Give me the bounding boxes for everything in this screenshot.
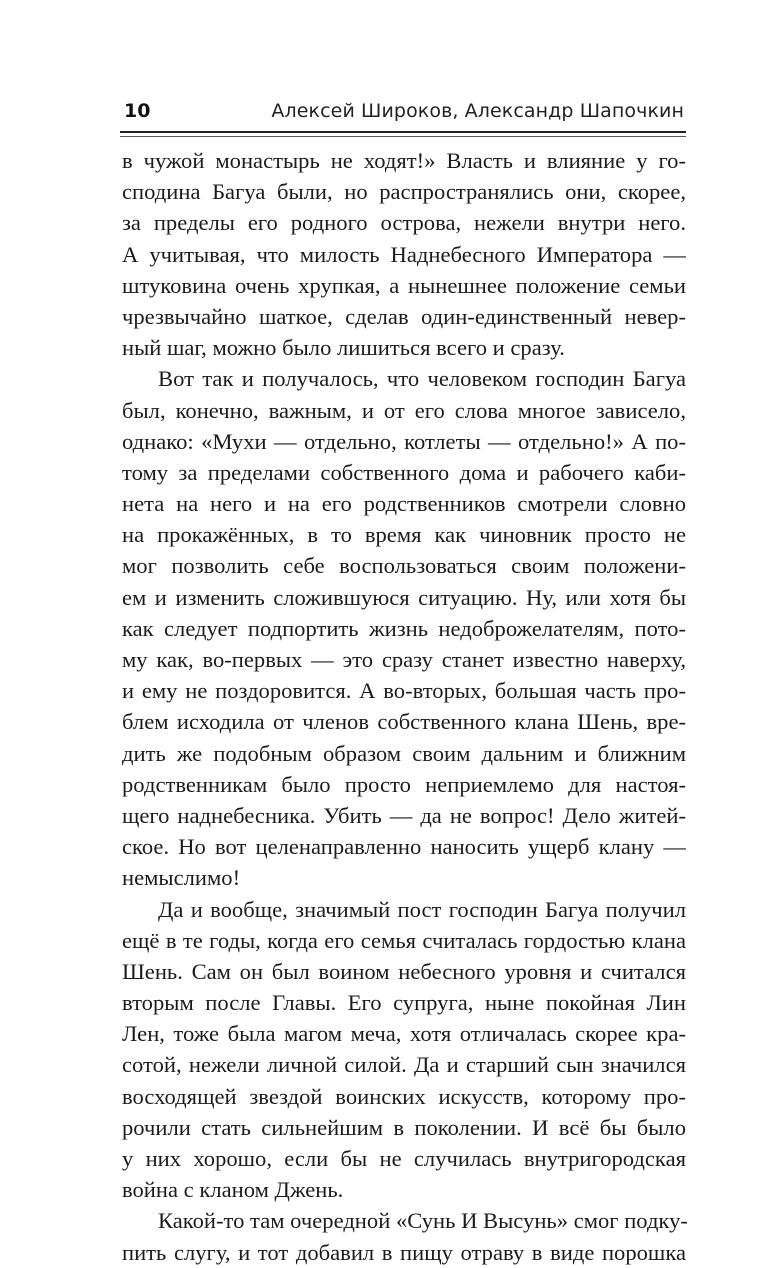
body-text xyxy=(122,145,686,1268)
text-line: дить же подобным образом своим дальним и ближним xyxy=(122,740,686,766)
text-line: Шень. Сам он был воином небесного уровня и считался xyxy=(122,958,686,984)
text-line: был, конечно, важным, и от его слова многое зависело, xyxy=(122,397,686,423)
running-header xyxy=(120,96,688,126)
book-authors: Алексей Широков, Александр Шапочкин xyxy=(271,100,684,122)
text-line: ем и изменить сложившуюся ситуацию. Ну, или хотя бы xyxy=(122,584,686,610)
text-line: родственникам было просто неприемлемо для настоя- xyxy=(122,771,686,797)
text-line: Вот так и получалось, что человеком господин Багуа xyxy=(158,366,686,392)
text-line: вторым после Главы. Его супруга, ныне покойная Лин xyxy=(122,990,686,1016)
text-line: как следует подпортить жизнь недоброжелателям, пото- xyxy=(122,615,686,641)
text-line: немыслимо! xyxy=(122,865,241,891)
page-number: 10 xyxy=(124,100,151,122)
text-line: блем исходила от членов собственного клана Шень, вре- xyxy=(122,709,686,735)
text-line: мог позволить себе воспользоваться своим положени- xyxy=(122,553,686,579)
text-line: Да и вообще, значимый пост господин Багуа получил xyxy=(158,896,686,922)
text-line: ещё в те годы, когда его семья считалась гордостью клана xyxy=(122,927,686,953)
text-line: пить слугу, и тот добавил в пищу отраву в виде порошка xyxy=(122,1239,686,1265)
text-line: у них хорошо, если бы не случилась внутригородская xyxy=(122,1146,686,1171)
text-line: Какой-то там очередной «Сунь И Высунь» смог подку- xyxy=(158,1208,688,1234)
text-line: восходящей звездой воинских искусств, которому про- xyxy=(122,1083,686,1109)
text-line: сотой, нежели личной силой. Да и старший сын значился xyxy=(122,1052,686,1078)
text-line: за пределы его родного острова, нежели внутри него. xyxy=(122,210,686,236)
text-line: война с кланом Джень. xyxy=(122,1177,344,1203)
header-rule xyxy=(120,131,686,133)
text-line: ный шаг, можно было лишиться всего и сразу. xyxy=(122,335,565,361)
text-line: сподина Багуа были, но распространялись они, скорее, xyxy=(122,179,686,205)
text-line: Лен, тоже была магом меча, хотя отличалась скорее кра- xyxy=(122,1021,686,1047)
header-rule-thin xyxy=(120,136,686,137)
text-line: А учитывая, что милость Наднебесного Императора — xyxy=(122,241,686,267)
text-line: щего наднебесника. Убить — да не вопрос! Дело житей- xyxy=(122,802,686,828)
text-line: на прокажённых, в то время как чиновник просто не xyxy=(122,522,686,548)
text-line: и ему не поздоровится. А во-вторых, большая часть про- xyxy=(122,678,686,704)
text-line: тому за пределами собственного дома и рабочего каби- xyxy=(122,459,686,485)
text-line: штуковина очень хрупкая, а нынешнее положение семьи xyxy=(122,272,686,298)
text-line: в чужой монастырь не ходят!» Власть и влияние у го- xyxy=(122,148,686,173)
text-line: чрезвычайно шаткое, сделав один-единственный невер- xyxy=(122,303,686,329)
text-line: однако: «Мухи — отдельно, котлеты — отдельно!» А по- xyxy=(122,428,686,454)
text-line: рочили стать сильнейшим в поколении. И всё бы было xyxy=(122,1114,686,1140)
text-line: нета на него и на его родственников смотрели словно xyxy=(122,491,686,517)
text-line: му как, во-первых — это сразу станет известно наверху, xyxy=(122,647,686,672)
text-line: ское. Но вот целенаправленно наносить ущерб клану — xyxy=(122,834,686,860)
